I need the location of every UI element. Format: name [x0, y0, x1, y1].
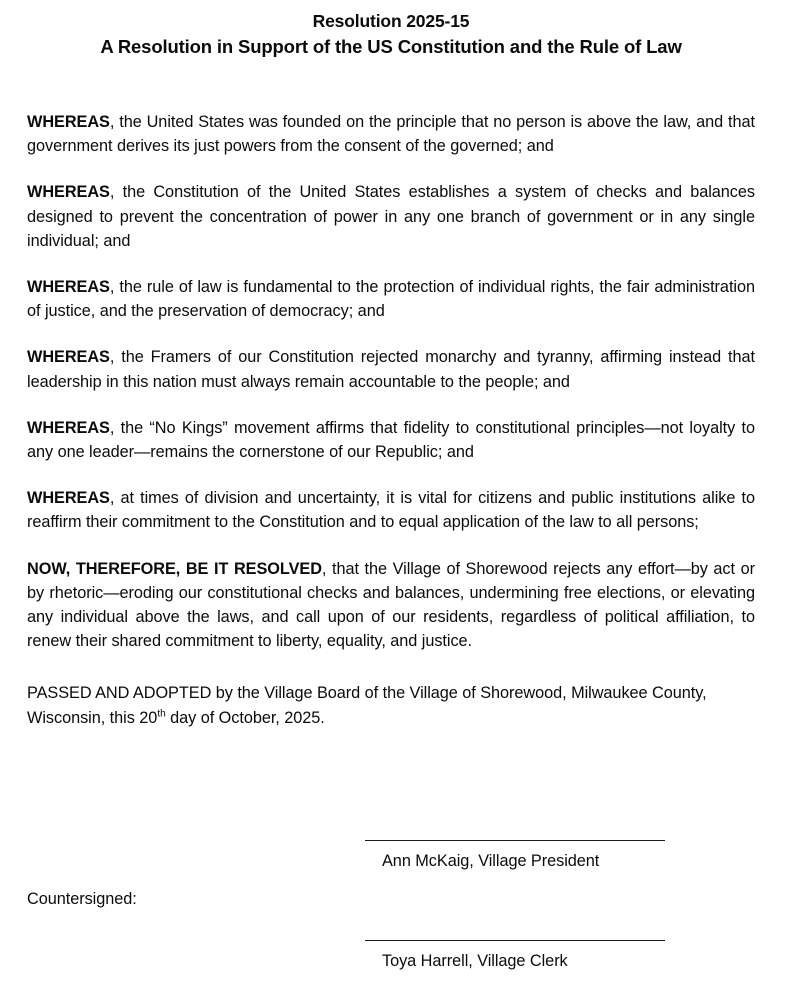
president-signature-block: [365, 840, 665, 872]
clause-text: , at times of division and uncertainty, it is vital for citizens and public institutions alike to reaffirm their commitment to the Constitution and to equal application of the law to all persons;: [27, 489, 755, 532]
clause-lead-in: WHEREAS: [27, 278, 110, 297]
adoption-statement: [27, 681, 755, 729]
page-subtitle: A Resolution in Support of the US Constitution and the Rule of Law: [100, 36, 682, 57]
signature-line: [365, 940, 665, 941]
president-signature-name: Ann McKaig, Village President: [382, 852, 600, 870]
whereas-clause: [27, 110, 755, 158]
clause-lead-in: WHEREAS: [27, 183, 110, 202]
whereas-clause: [27, 345, 755, 393]
clerk-signature-name: Toya Harrell, Village Clerk: [382, 952, 568, 970]
clause-text: , that the Village of Shorewood rejects any effort—by act or by rhetoric—eroding our constitutional checks and balances, undermining free elections, or elevating any individual above the laws, and call upon of our residents, regardless of political affiliation, to renew their shared commitment to liberty, equality, and justice.: [27, 559, 755, 651]
page-title: Resolution 2025-15: [312, 11, 470, 31]
clause-text: , the United States was founded on the principle that no person is above the law, and that government derives its just powers from the consent of the governed; and: [27, 113, 755, 156]
adoption-text-before-ordinal: PASSED AND ADOPTED by the Village Board of the Village of Shorewood, Milwaukee County, Wisconsin, this 20: [27, 684, 707, 727]
clause-lead-in: NOW, THEREFORE, BE IT RESOLVED: [27, 559, 322, 578]
whereas-clause: [27, 180, 755, 253]
resolved-clause: [27, 557, 755, 654]
countersigned-label: Countersigned:: [27, 890, 137, 908]
clause-lead-in: WHEREAS: [27, 418, 110, 437]
clerk-signature-block: [365, 940, 665, 972]
document-title-block: [27, 0, 755, 60]
whereas-clause: [27, 275, 755, 323]
whereas-clause: [27, 486, 755, 534]
clause-lead-in: WHEREAS: [27, 489, 110, 508]
adoption-text-after-ordinal: day of October, 2025.: [165, 708, 325, 727]
document-body: [27, 110, 755, 730]
clause-text: , the Framers of our Constitution rejected monarchy and tyranny, affirming instead that leadership in this nation must always remain accountable to the people; and: [27, 348, 755, 391]
clause-lead-in: WHEREAS: [27, 348, 110, 367]
signature-area: [27, 818, 755, 1000]
clause-text: , the rule of law is fundamental to the protection of individual rights, the fair administration of justice, and the preservation of democracy; and: [27, 278, 755, 321]
whereas-clause: [27, 416, 755, 464]
signature-line: [365, 840, 665, 841]
clause-text: , the Constitution of the United States establishes a system of checks and balances designed to prevent the concentration of power in any one branch of government or in any single individual; and: [27, 183, 755, 250]
clause-text: , the “No Kings” movement affirms that fidelity to constitutional principles—not loyalty to any one leader—remains the cornerstone of our Republic; and: [27, 418, 755, 462]
ordinal-suffix: th: [157, 708, 166, 720]
clause-lead-in: WHEREAS: [27, 113, 110, 131]
